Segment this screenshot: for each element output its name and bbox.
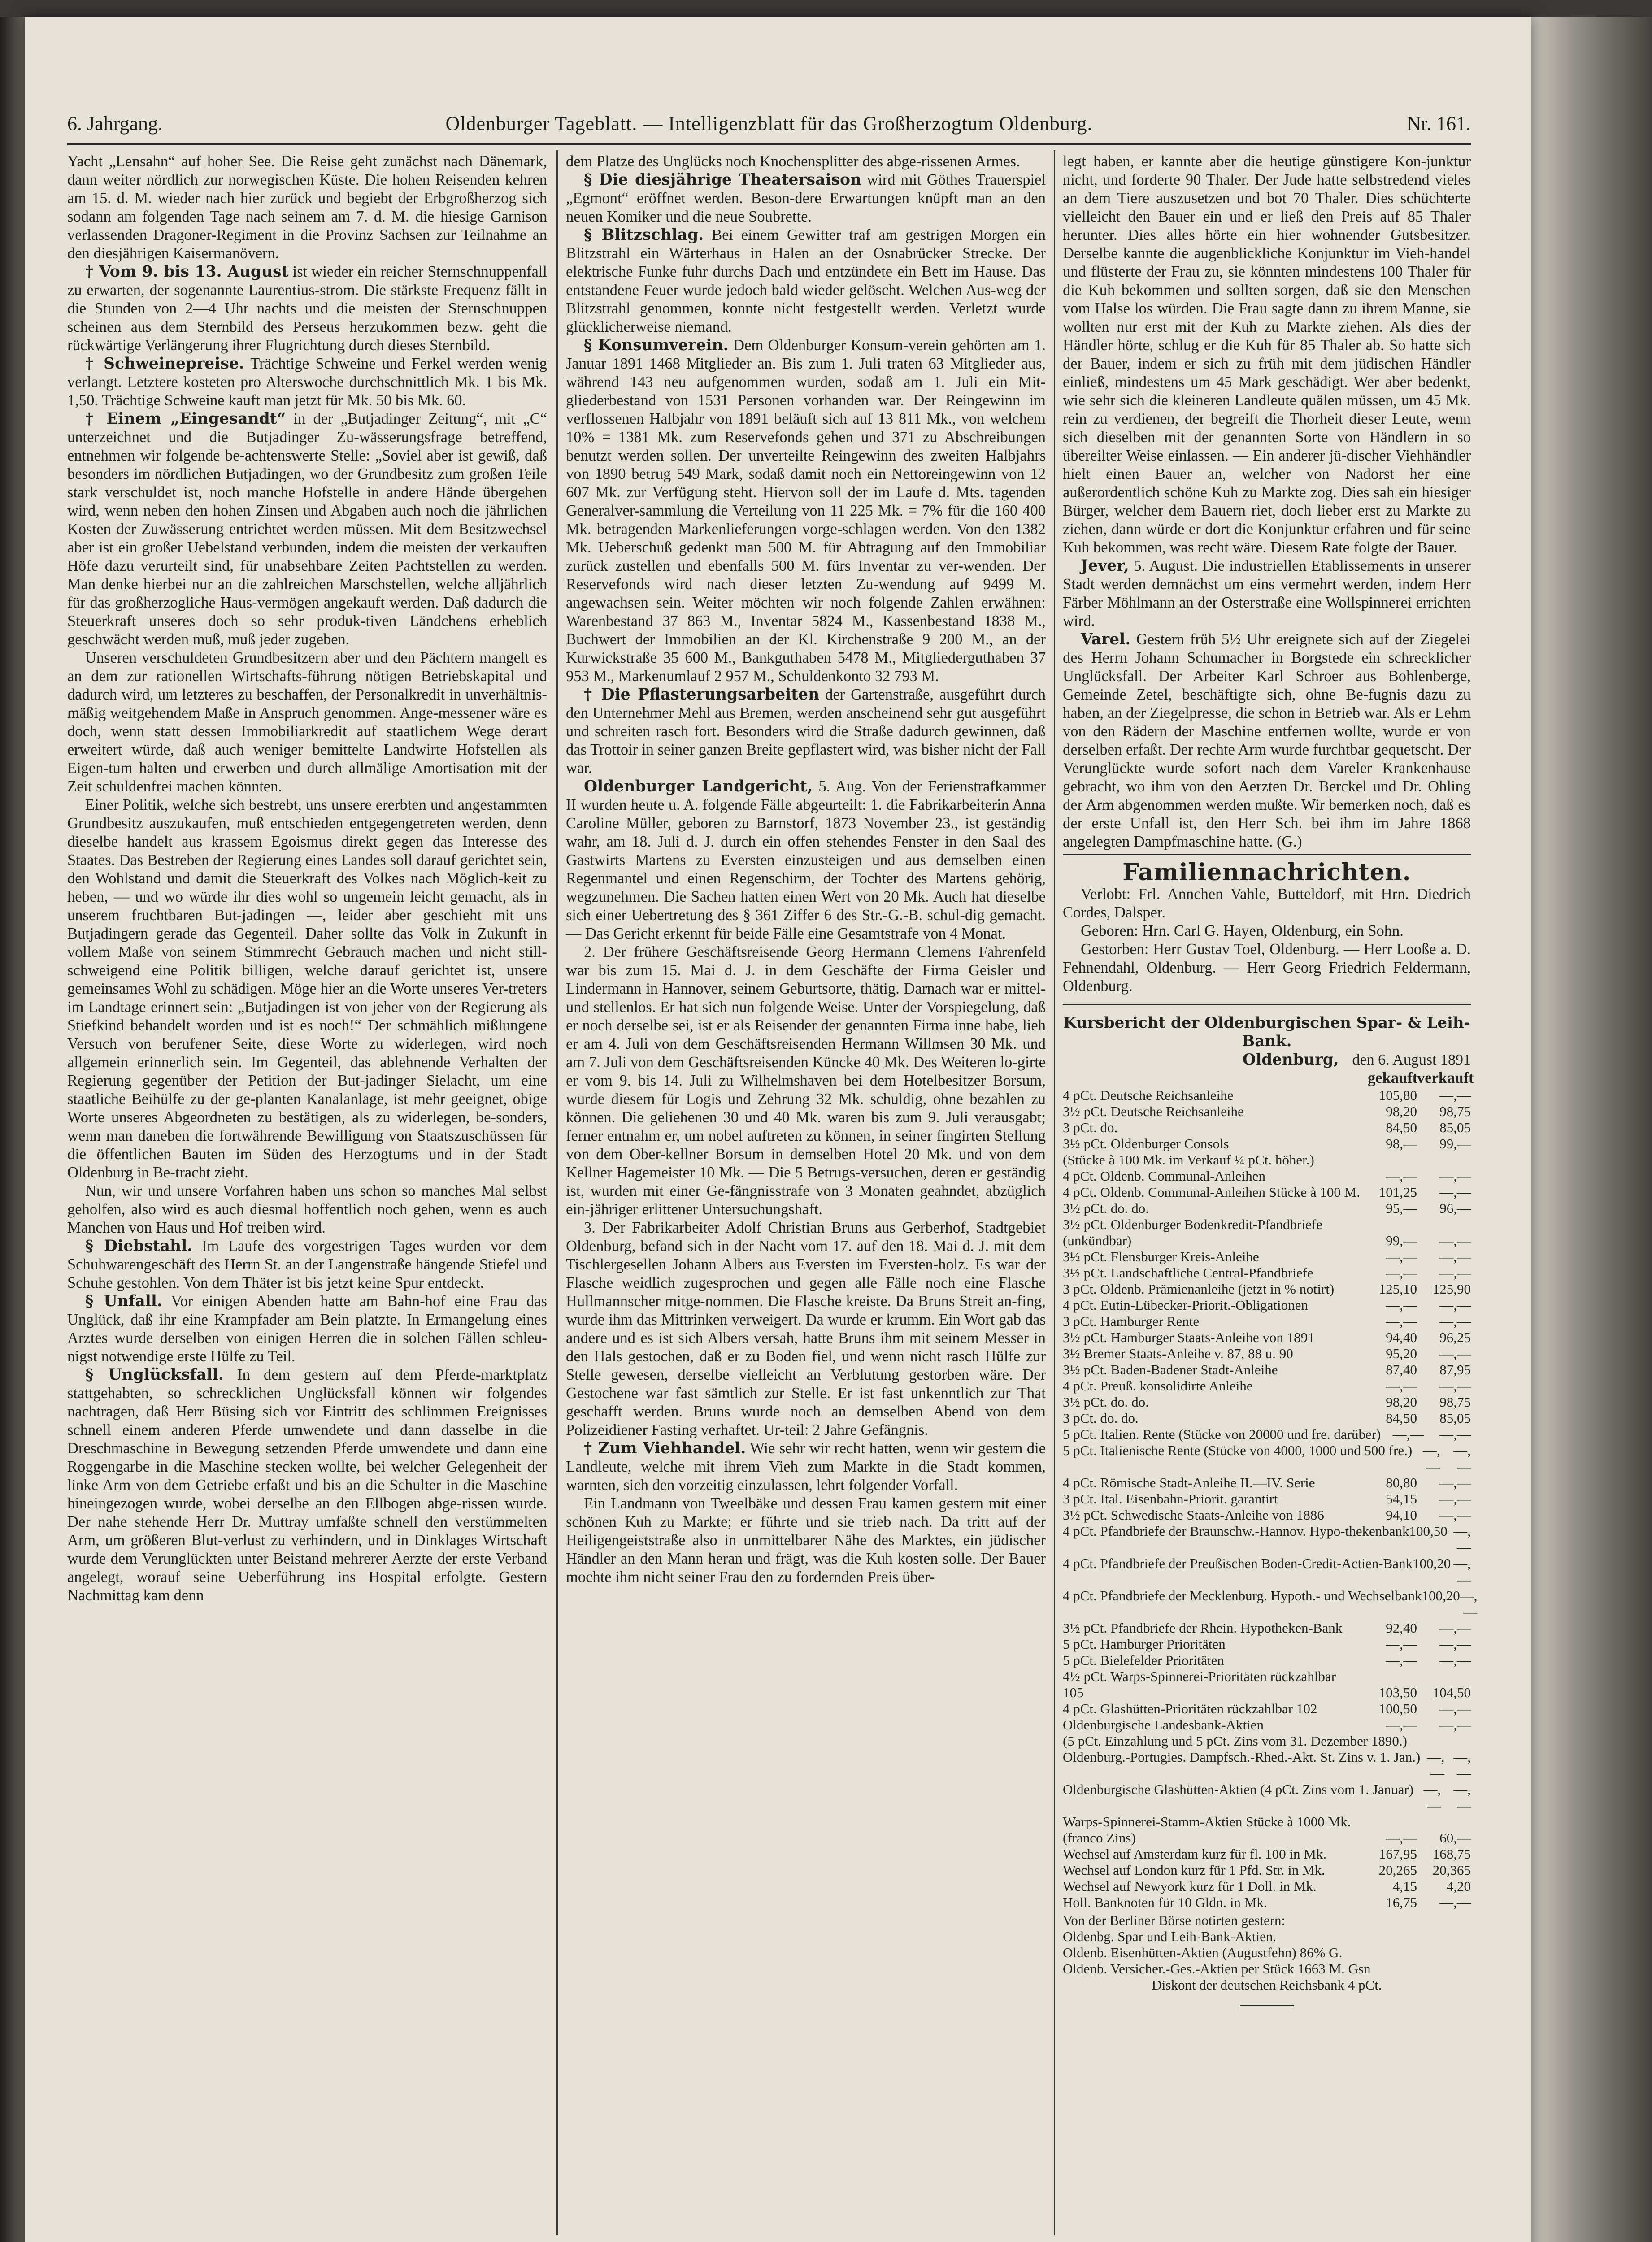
rate-sold: —,—: [1439, 1652, 1471, 1668]
rate-row: [1063, 1894, 1471, 1911]
rate-sold: —,—: [1439, 1313, 1471, 1329]
family-notice: Geboren: Hrn. Carl G. Hayen, Oldenburg, ein Sohn.: [1081, 922, 1404, 939]
rate-name: Wechsel auf Amsterdam kurz für fl. 100 in Mk.: [1063, 1846, 1327, 1862]
rate-sold: —,—: [1453, 1443, 1471, 1474]
rate-sold: [1417, 1217, 1471, 1233]
rate-name: 3½ pCt. Hamburger Staats-Anleihe von 1891: [1063, 1330, 1315, 1345]
rate-bought: 95,20: [1386, 1346, 1417, 1361]
article-paragraph: [566, 778, 1046, 943]
article-text: Einer Politik, welche sich bestrebt, uns unsere ererbten und angestammten Grundbesitz auszukaufen, muß entschieden entgegengetreten werden, denn dieselbe handelt aus krassem Egoismus direkt gegen das Interesse des Staates. Das Bestreben der Regierung eines Landes soll darauf gerichtet sein, den Wohlstand und damit die Steuerkraft des Volkes nach Möglich-keit zu heben, — und wo würde ihr dies wohl so ungemein leicht gemacht, als in unserem fruchtbaren But-jadingen —, leider aber geschieht mit uns Butjadingern gerade das Gegenteil. Daher sollte das Volk in Zukunft in vollem Maße von seinem Stimmrecht Gebrauch machen und nicht still-schweigend eine Politik billigen, welche darauf gerichtet ist, unsere gemeinsames Wohl zu schädigen. Möge hier an die Worte unseres Ver-treters im Landtage erinnert sein: „Butjadingen ist von jeher von der Regierung als Stiefkind behandelt worden und ist es noch!“ Der schmählich mißlungene Versuch von berufener Seite, diese Worte zu widerlegen, wird noch allgemein erinnerlich sein. Im Gegenteil, das ablehnende Verhalten der Regierung gegenüber der Petition der But-jadinger Sielacht, um eine staatliche Beihülfe zu der ge-planten Kanalanlage, ist mehr geeignet, obige Worte unseres Abgeordneten zu bestätigen, als zu widerlegen, be-sonders, wenn man daneben die fortwährende Bewilligung von Staatszuschüssen für die öffentlichen Bauten im Süden des Herzogtums und in der Stadt Oldenburg in Be-tracht zieht.: [67, 796, 547, 1181]
rate-row: [1063, 1120, 1471, 1136]
article-heading: § Blitzschlag.: [584, 226, 704, 244]
rate-row: [1063, 1781, 1471, 1814]
page-header: [67, 112, 1471, 143]
rate-sold: 104,50: [1432, 1685, 1471, 1700]
rate-name: 3 pCt. do.: [1063, 1120, 1118, 1135]
rate-row: [1063, 1701, 1471, 1717]
article-heading: Varel.: [1081, 630, 1131, 648]
rates-header-bought: gekauft: [1368, 1069, 1418, 1086]
rate-row: [1063, 1846, 1471, 1862]
rate-bought: [1368, 1217, 1417, 1233]
rate-sold: —,—: [1439, 1168, 1471, 1184]
rate-row: [1063, 1878, 1471, 1894]
rate-name: 3½ pCt. Oldenburger Bodenkredit-Pfandbriefe: [1063, 1217, 1322, 1232]
rate-sold: 96,25: [1439, 1330, 1471, 1345]
rate-sold: —,—: [1439, 1265, 1471, 1281]
rate-bought: 84,50: [1386, 1410, 1417, 1426]
rate-bought: 16,75: [1386, 1894, 1417, 1910]
article-heading: † Schweinepreise.: [85, 355, 244, 373]
rate-row: [1063, 1233, 1471, 1249]
rate-sold: —,—: [1439, 1233, 1471, 1248]
rate-name: 4 pCt. Pfandbriefe der Mecklenburg. Hypoth.- und Wechselbank: [1063, 1588, 1422, 1603]
article-paragraph: [67, 1366, 547, 1605]
rate-bought: —,—: [1386, 1265, 1417, 1281]
rate-name: Oldenburg.-Portugies. Dampfsch.-Rhed.-Akt. St. Zins v. 1. Jan.): [1063, 1749, 1421, 1765]
rate-name: 5 pCt. Bielefelder Prioritäten: [1063, 1652, 1224, 1668]
exchange-rates-table: [1063, 1087, 1478, 1911]
rate-bought: [1368, 1814, 1417, 1830]
article-heading: § Die diesjährige Theatersaison: [584, 171, 862, 189]
rate-sold: 87,95: [1439, 1362, 1471, 1377]
rate-name: 3½ pCt. Deutsche Reichsanleihe: [1063, 1104, 1244, 1119]
rate-name: Warps-Spinnerei-Stamm-Aktien Stücke à 1000 Mk.: [1063, 1814, 1351, 1829]
rate-row: [1063, 1749, 1471, 1781]
article-text: dem Platze des Unglücks noch Knochensplitter des abge-rissenen Armes.: [566, 153, 1020, 170]
rate-row: [1063, 1265, 1471, 1281]
rate-bought: 98,—: [1386, 1136, 1417, 1151]
rate-bought: 100,50: [1378, 1701, 1417, 1716]
rate-row: [1063, 1636, 1471, 1652]
family-notice: Verlobt: Frl. Annchen Vahle, Butteldorf, mit Hrn. Diedrich Cordes, Dalsper.: [1063, 886, 1471, 921]
rate-name: 3½ pCt. Landschaftliche Central-Pfandbriefe: [1063, 1265, 1313, 1281]
rate-sold: 85,05: [1439, 1120, 1471, 1135]
article-text: Dem Oldenburger Konsum-verein gehörten am 1. Januar 1891 1468 Mitglieder an. Bis zum 1. Juli traten 63 Mitglieder aus, während 143 neu aufgenommen wurden, sodaß am 1. Juli ein Mit-gliederbestand von 1531 Personen vorhanden war. Der Reingewinn im verflossenen Halbjahr von 1891 beläuft sich auf 13 811 Mk., von welchem 10% = 1381 Mk. zum Reservefonds gehen und 371 zu Abschreibungen benutzt werden sollen. Der unverteilte Reingewinn des zweiten Halbjahrs von 1890 betrug 549 Mark, sodaß damit noch ein Nettoreingewinn von 12 607 Mk. zur Verfügung steht. Hiervon soll der im Laufe d. Mts. tagenden Generalver-sammlung die Verteilung von 11 225 Mk. = 7% für die 160 400 Mk. betragenden Markenlieferungen vorge-schlagen werden. Von den 1382 Mk. Ueberschuß gedenkt man 500 M. für Abtragung auf den Immobiliar zurück zustellen und ebenfalls 500 M. fürs Inventar zu ver-wenden. Der Reservefonds wird nach dieser letzten Zu-wendung auf 9499 M. angewachsen sein. Weiter möchten wir noch folgende Zahlen erwähnen: Warenbestand 37 863 M., Inventar 5824 M., Kassenbestand 1838 M., Buchwert der Immobilien an der Kl. Kirchenstraße 9 200 M., an der Kurwickstraße 35 600 M., Bankguthaben 5478 M., Mitgliederguthaben 37 953 M., Markenumlauf 2 957 M., Schuldenkonto 32 793 M.: [566, 337, 1046, 685]
rate-bought: 92,40: [1386, 1620, 1417, 1636]
rate-row: [1063, 1313, 1471, 1330]
rate-sold: [1417, 1668, 1471, 1685]
rate-row: [1063, 1652, 1471, 1668]
rate-sold: —,—: [1439, 1087, 1471, 1103]
article-heading: § Unglücksfall.: [85, 1366, 224, 1384]
rate-sold: [1417, 1814, 1471, 1830]
rate-bought: 94,10: [1386, 1507, 1417, 1523]
rate-name: 3 pCt. Ital. Eisenbahn-Priorit. garantirt: [1063, 1491, 1278, 1507]
rate-row: [1063, 1168, 1471, 1184]
rate-bought: [1368, 1668, 1417, 1685]
rate-row: [1063, 1588, 1478, 1620]
rate-row: [1063, 1814, 1471, 1830]
rate-sold: —,—: [1453, 1749, 1471, 1781]
section-rule: [1063, 854, 1471, 855]
rate-bought: 100,20: [1412, 1555, 1451, 1571]
rate-bought: 80,80: [1386, 1475, 1417, 1490]
rate-sold: —,—: [1439, 1636, 1471, 1652]
page-gutter: [0, 17, 25, 2242]
rate-bought: 95,—: [1386, 1200, 1417, 1216]
rate-sold: 99,—: [1439, 1136, 1471, 1151]
rate-sold: 60,—: [1439, 1830, 1471, 1846]
rate-name: 3½ pCt. Schwedische Staats-Anleihe von 1886: [1063, 1507, 1324, 1523]
article-paragraph: [566, 1219, 1046, 1439]
rate-bought: 167,95: [1378, 1846, 1417, 1862]
article-text: Yacht „Lensahn“ auf hoher See. Die Reise geht zunächst nach Dänemark, dann weiter nördlich zur norwegischen Küste. Die hohen Reisenden kehren am 15. d. M. wieder nach hier zurück und begiebt der Erbgroßherzog sich sodann am folgenden Tage nach seinem am 7. d. M. die hiesige Garnison verlassenden Dragoner-Regiment in die Provinz Sachsen zur Teilnahme an den diesjährigen Kaisermanövern.: [67, 153, 547, 262]
rate-sold: 85,05: [1439, 1410, 1471, 1426]
end-rule: [1240, 2005, 1294, 2006]
article-text: Unseren verschuldeten Grundbesitzern aber und den Pächtern mangelt es an dem zur rationellen Wirtschafts-führung nötigen Betriebskapital und dadurch wird, um letzteres zu beschaffen, der Personalkredit in unverhältnis-mäßig weitgehendem Maße in Anspruch genommen. Ange-messener wäre es doch, wenn statt dessen Immobiliarkredit auf staatlichem Wege derart erweitert würde, daß auch weniger bemittelte Landwirte Hofstellen als Eigen-tum halten und erwerben und durch allmälige Amortisation mit der Zeit schuldenfrei machen könnten.: [67, 649, 547, 795]
volume-label: 6. Jahrgang.: [67, 113, 163, 135]
article-text: In dem gestern auf dem Pferde-marktplatz stattgehabten, so schrecklichen Unglücksfall können wir folgendes nachtragen, daß Herr Büsing sich vor Eintritt des schlimmen Ereignisses schnell einem anderen Pferde umwendete und dann dasselbe in die Dreschmaschine in Bewegung setzenden Pferde umwendete und dann eine Roggengarbe in die Maschine stecken wollte, bei welcher Gelegenheit der linke Arm von dem Getriebe erfaßt und bis an die Schulter in die Maschine hineingezogen wurde, wobei derselbe an den Ellbogen abge-rissen wurde. Der nahe stehende Herr Dr. Muttray umfaßte schnell den verstümmelten Arm, um größeren Blut-verlust zu verhindern, und in Dinklages Wirtschaft wurde dem Verunglückten unter Beistand mehrerer Aerzte der erste Verband angelegt, worauf seine Ueberführung ins Hospital erfolgte. Gestern Nachmittag kam denn: [67, 1366, 548, 1604]
rate-bought: —,—: [1386, 1830, 1417, 1846]
article-heading: § Konsumverein.: [584, 336, 729, 354]
rate-bought: 100,20: [1422, 1588, 1460, 1603]
rate-row: [1063, 1507, 1471, 1523]
rate-name: Oldenburgische Glashütten-Aktien (4 pCt. Zins vom 1. Januar): [1063, 1781, 1414, 1797]
exchange-report-dateline: [1063, 1051, 1471, 1069]
masthead-title: Oldenburger Tageblatt. — Intelligenzblatt für das Großherzogtum Oldenburg.: [445, 113, 1093, 135]
rate-name: 4 pCt. Oldenb. Communal-Anleihen Stücke à 100 M.: [1063, 1184, 1360, 1200]
rate-row: [1063, 1184, 1471, 1200]
column-3: [1063, 152, 1478, 2006]
article-text: 5. August. Die industriellen Etablissements in unserer Stadt werden demnächst um eins vermehrt werden, indem Herr Färber Möhlmann an der Osterstraße eine Wollspinnerei errichten wird.: [1063, 557, 1471, 630]
rate-sold: 125,90: [1432, 1281, 1471, 1297]
column-2: [566, 152, 1046, 1586]
rate-sold: —,—: [1439, 1507, 1471, 1523]
rate-row: [1063, 1394, 1471, 1410]
rate-sold: [1417, 1152, 1471, 1168]
rate-bought: —,—: [1386, 1297, 1417, 1313]
article-paragraph: [67, 355, 547, 410]
rate-row: [1063, 1733, 1471, 1749]
article-paragraph: [566, 336, 1046, 686]
rate-name: 4 pCt. Glashütten-Prioritäten rückzahlbar 102: [1063, 1701, 1317, 1716]
rate-row: [1063, 1685, 1471, 1701]
rate-row: [1063, 1830, 1471, 1846]
family-news-title: Familiennachrichten.: [1122, 859, 1411, 886]
rate-sold: 168,75: [1432, 1846, 1471, 1862]
article-text: Im Laufe des vorgestrigen Tages wurden vor dem Schuhwarengeschäft des Herrn St. an der Langenstraße hängende Stiefel und Schuhe gestohlen. Von dem Thäter ist bis jetzt keine Spur entdeckt.: [67, 1238, 548, 1291]
rate-sold: —,—: [1453, 1555, 1471, 1587]
article-paragraph: [1063, 557, 1471, 630]
rate-bought: 125,10: [1378, 1281, 1417, 1297]
rate-row: [1063, 1862, 1471, 1878]
article-heading: † Vom 9. bis 13. August: [85, 263, 289, 281]
rate-bought: [1368, 1152, 1417, 1168]
rate-sold: 98,75: [1439, 1394, 1471, 1410]
rate-name: 4 pCt. Eutin-Lübecker-Priorit.-Obligationen: [1063, 1297, 1308, 1313]
article-paragraph: [67, 1182, 547, 1237]
book-edge: [1531, 17, 1652, 2242]
rate-name: 3 pCt. Oldenb. Prämienanleihe (jetzt in % notirt): [1063, 1281, 1335, 1297]
rate-sold: —,—: [1439, 1894, 1471, 1910]
rate-name: Oldenburgische Landesbank-Aktien: [1063, 1717, 1264, 1733]
exchange-footer-line: Diskont der deutschen Reichsbank 4 pCt.: [1152, 1977, 1382, 1993]
rate-row: [1063, 1200, 1471, 1217]
article-paragraph: [67, 410, 547, 649]
column-divider-1: [556, 150, 558, 2235]
rate-row: [1063, 1152, 1471, 1168]
rate-sold: —,—: [1439, 1249, 1471, 1264]
rate-name: 4 pCt. Deutsche Reichsanleihe: [1063, 1087, 1234, 1103]
article-heading: § Diebstahl.: [85, 1237, 193, 1255]
rate-row: [1063, 1362, 1471, 1378]
rate-row: [1063, 1217, 1471, 1233]
article-paragraph: [566, 152, 1046, 171]
exchange-footer-line: Von der Berliner Börse notirten gestern:: [1063, 1912, 1286, 1928]
rate-row: [1063, 1346, 1471, 1362]
rate-row: [1063, 1717, 1471, 1733]
rate-bought: —,—: [1386, 1717, 1417, 1733]
exchange-footer-line: Oldenb. Eisenhütten-Aktien (Augustfehn) 86% G.: [1063, 1945, 1343, 1960]
rate-sold: [1438, 1733, 1471, 1749]
rate-bought: 100,50: [1409, 1523, 1448, 1539]
rate-sold: —,—: [1439, 1717, 1471, 1733]
rate-name: 3½ pCt. Oldenburger Consols: [1063, 1136, 1229, 1151]
rate-bought: —,—: [1386, 1168, 1417, 1184]
rate-row: [1063, 1523, 1471, 1555]
article-paragraph: [566, 1495, 1046, 1586]
article-text: legt haben, er kannte aber die heutige günstigere Kon-junktur nicht, und forderte 90 Thaler. Der Jude hatte selbstredend vieles an dem Tiere auszusetzen und bot 70 Thaler. Dies schüchterte vielleicht den Bauer ein und er ließ den Preis auf 85 Thaler herunter. Dies alles hörte ein hier wohnender Gutsbesitzer. Derselbe kannte die augenblickliche Konjunktur im Vieh-handel und flüsterte der Frau zu, sie könnten mindestens 100 Thaler für die Kuh bekommen und sollten sorgen, daß sie den Menschen vom Halse los würden. Die Frau sagte dann zu ihrem Manne, sie wollten nur erst mit der Kuh zu Markte ziehen. Als dies der Händler hörte, schlug er die Kuh für 85 Thaler ab. So hatte sich der Bauer, indem er sich zu früh mit dem jüdischen Händler einließ, mindestens um 45 Mark geschädigt. Wer aber bedenkt, wie sehr sich die kleineren Landleute quälen müssen, um 45 Mk. rein zu verdienen, der begreift die Thorheit dieser Leute, wenn sich dieselben mit der genannten Sorte von Händlern in so übereilter Weise einlassen. — Ein anderer jü-discher Viehhändler hielt einen Bauer an, welcher von Nadorst her eine außerordentlich schöne Kuh zu Markte zog. Dies sah ein hiesiger Bürger, welcher dem Bauern riet, doch lieber erst zu Markte zu ziehen, dann würde er dort die Konjunktur erfahren und für seine Kuh bekommen, was recht wäre. Diesem Rate folgte der Bauer.: [1063, 153, 1471, 556]
exchange-report-place: Oldenburg,: [1242, 1051, 1339, 1069]
rate-sold: —,—: [1439, 1297, 1471, 1313]
rate-bought: 99,—: [1386, 1233, 1417, 1248]
rate-name: (unkündbar): [1063, 1233, 1132, 1248]
rate-bought: —,—: [1427, 1749, 1445, 1781]
rate-bought: 84,50: [1386, 1120, 1417, 1135]
article-paragraph: [1063, 152, 1471, 557]
rate-name: 5 pCt. Hamburger Prioritäten: [1063, 1636, 1226, 1652]
rate-bought: —,—: [1392, 1426, 1424, 1442]
rate-row: [1063, 1297, 1471, 1313]
rate-sold: —,—: [1439, 1620, 1471, 1636]
rate-bought: 54,15: [1386, 1491, 1417, 1507]
article-text: 2. Der frühere Geschäftsreisende Georg Hermann Clemens Fahrenfeld war bis zum 15. Mai d. J. in dem Geschäfte der Firma Geisler und Lindermann in Hannover, seinem Geburtsorte, thätig. Darnach war er mittel- und stellenlos. Er hat sich nun folgende Weise. Unter der Vorspiegelung, daß er noch derselbe sei, ist er als Reisender der genannten Firma inne habe, lieh er am 4. Juli von dem Geschäftsreisenden Hermann Willmsen 30 Mk. und am 7. Juli von dem Geschäftsreisenden Küncke 40 Mk. Des Weiteren lo-girte er vom 9. bis 14. Juli zu Wilhelmshaven bei dem Hotelbesitzer Borsum, wurde diesem für Logis und Zehrung 32 Mk. schuldig, ohne bezahlen zu können. Die geliehenen 30 und 40 Mk. waren bis zum 9. Juli verausgabt; ferner entnahm er, um nobel auftreten zu können, in seiner fingirten Stellung von dem Ober-kellner Borsum in demselben Hotel 20 Mk. und von dem Kellner Hagemeister 10 Mk. — Die 5 Betrugs-versuchen, deren er geständig ist, wurden mit einer Ge-fängnisstrafe von 3 Monaten geahndet, abzüglich ein-jähriger erlittener Untersuchungshaft.: [566, 943, 1046, 1218]
section-rule: [1063, 1004, 1471, 1005]
article-paragraph: [1063, 630, 1471, 851]
rate-sold: —,—: [1439, 1184, 1471, 1200]
rate-name: 4 pCt. Römische Stadt-Anleihe II.—IV. Serie: [1063, 1475, 1315, 1490]
article-heading: Oldenburger Landgericht,: [584, 778, 813, 795]
rate-name: 3 pCt. do. do.: [1063, 1410, 1139, 1426]
article-paragraph: [67, 649, 547, 796]
rate-bought: 98,20: [1386, 1104, 1417, 1119]
rate-sold: —,—: [1453, 1781, 1471, 1813]
rate-row: [1063, 1426, 1471, 1443]
rate-row: [1063, 1104, 1471, 1120]
rate-bought: 20,265: [1378, 1862, 1417, 1878]
rate-name: (Stücke à 100 Mk. im Verkauf ¼ pCt. höher.): [1063, 1152, 1314, 1168]
rate-sold: —,—: [1439, 1426, 1471, 1442]
column-divider-2: [1054, 150, 1055, 2235]
column-3-articles: [1063, 152, 1471, 851]
article-text: 3. Der Fabrikarbeiter Adolf Christian Bruns aus Gerberhof, Stadtgebiet Oldenburg, befand sich in der Nacht vom 17. auf den 18. Mai d. J. mit dem Tischlergesellen Johann Albers aus Eversten im Eversten-holz. Es war der Flasche weidlich zugesprochen und gegen alle Fälle noch eine Flasche Hullmannscher mitge-nommen. Die Flasche kreiste. Da Bruns Streit an-fing, wurde ihm das Mittrinken verweigert. Da wurde er krumm. Ein Wort gab das andere und es ist sich Albers versah, hatte Bruns ihm mit seinem Messer in den Hals gestochen, daß er zu Boden fiel, und wenn nicht rasch Hülfe zur Stelle gewesen, derselbe vielleicht an Verblutung gestorben wäre. Der Gestochene war fast sämtlich zur Stelle. Er ist fast unkenntlich zur That geschafft werden. Bruns wurde noch an demselben Abend von dem Polizeidiener Fasting verhaftet. Ur-teil: 2 Jahre Gefängnis.: [566, 1219, 1046, 1438]
exchange-footer-line: Oldenb. Versicher.-Ges.-Aktien per Stück 1663 M. Gsn: [1063, 1961, 1371, 1977]
article-text: ist wieder ein reicher Sternschnuppenfall zu erwarten, der sogenannte Laurentius-strom. Die stärkste Frequenz fällt in die Stunden von 2—4 Uhr nachts und die meisten der Sternschnuppen scheinen aus dem Sternbild des Perseus herzukommen bezw. geht die rückwärtige Verlängerung ihrer Flugrichtung durch dieses Sternbild.: [67, 263, 547, 354]
rate-name: 4 pCt. Oldenb. Communal-Anleihen: [1063, 1168, 1266, 1184]
article-text: Vor einigen Abenden hatte am Bahn-hof eine Frau das Unglück, daß ihr eine Krampfader am Bein platzte. In Ermangelung eines Arztes wurde derselben von einigen Herren die in solchen Fällen schleu-nigst notwendige erste Hülfe zu Teil.: [67, 1293, 547, 1365]
rate-sold: —,—: [1439, 1475, 1471, 1490]
article-text: Ein Landmann von Tweelbäke und dessen Frau kamen gestern mit einer schönen Kuh zu Markte; er führte und sie trieb nach. Da tritt auf der Heiligengeiststraße also in unmittelbarer Nähe des Marktes, ein jüdischer Händler an den Mann heran und frägt, was die Kuh kosten solle. Der Bauer mochte ihm nicht seiner Frau den zu fordernden Preis über-: [566, 1495, 1046, 1586]
rate-name: 4 pCt. Pfandbriefe der Braunschw.-Hannov. Hypo-thekenbank: [1063, 1523, 1409, 1539]
rate-sold: —,—: [1439, 1491, 1471, 1507]
article-paragraph: [67, 1292, 547, 1366]
rate-bought: 103,50: [1378, 1685, 1417, 1700]
rate-sold: —,—: [1439, 1346, 1471, 1361]
article-paragraph: [67, 263, 547, 355]
article-text: Trächtige Schweine und Ferkel werden wenig verlangt. Letztere kosteten pro Alterswoche durchschnittlich Mk. 1 bis Mk. 1,50. Trächtige Schweine kauft man jetzt für Mk. 50 bis Mk. 60.: [67, 355, 547, 409]
article-text: 5. Aug. Von der Ferienstrafkammer II wurden heute u. A. folgende Fälle abgeurteilt: 1. die Fabrikarbeiterin Anna Caroline Müller, geboren zu Barnstorf, 1873 November 23., ist geständig wahr, am 18. Juli d. J. durch ein offen stehendes Fenster in den Saal des Gastwirts Martens zu Eversten einzusteigen und aus demselben einen Regenmantel und einen Regenschirm, der Tochter des Martens gehörig, wegzunehmen. Die Sachen hatten einen Wert von 20 Mk. Auch hat dieselbe sich einer Uebertretung des § 361 Ziffer 6 des Str.-G.-B. schul-dig gemacht. — Das Gericht erkennt für beide Fälle eine Gesamtstrafe von 4 Monat.: [566, 778, 1046, 942]
rate-name: (5 pCt. Einzahlung und 5 pCt. Zins vom 31. Dezember 1890.): [1063, 1733, 1407, 1749]
rate-name: 105: [1063, 1685, 1084, 1700]
article-text: in der „Butjadinger Zeitung“, mit „C“ unterzeichnet und die Butjadinger Zu-wässerungsfrage betreffend, entnehmen wir folgende be-achtenswerte Stelle: „Soviel aber ist gewiß, daß besonders im nördlichen Butjadingen, wo der Grundbesitz zum großen Teile stark verschuldet ist, noch manche Hofstelle in andere Hände übergehen wird, wenn neben den hohen Zinsen und Abgaben auch noch die jährlichen Kosten der Zuwässerung entrichtet werden müssen. Mit dem Besitzwechsel aber ist ein großer Uebelstand verbunden, indem die meisten der verkauften Höfe dazu verurteilt sind, für unabsehbare Zeiten Pachtstellen zu werden. Man denke hierbei nur an die zahlreichen Marschstellen, welche alljährlich für das großherzogliche Haus-vermögen angekauft werden. Daß dadurch die Steuerkraft unseres doch so sehr produk-tiven Ländchens erheblich geschwächt werden muß, muß jeder zugeben.: [67, 410, 548, 648]
rate-name: 4 pCt. Preuß. konsolidirte Anleihe: [1063, 1378, 1253, 1394]
rate-row: [1063, 1249, 1471, 1265]
rate-row: [1063, 1620, 1471, 1636]
column-1: [67, 152, 547, 1605]
rate-bought: 105,80: [1378, 1087, 1417, 1103]
family-news-list: [1063, 885, 1471, 995]
rate-sold: —,—: [1439, 1701, 1471, 1716]
rate-name: (franco Zins): [1063, 1830, 1136, 1846]
article-text: wird mit Göthes Trauerspiel „Egmont“ eröffnet werden. Beson-dere Erwartungen knüpft man an den neuen Komiker und die neue Soubrette.: [566, 171, 1046, 225]
rates-header-sold: verkauft: [1417, 1069, 1474, 1086]
rate-bought: 98,20: [1386, 1394, 1417, 1410]
rate-bought: 101,25: [1378, 1184, 1417, 1200]
rate-name: 3½ pCt. Flensburger Kreis-Anleihe: [1063, 1249, 1259, 1264]
rate-row: [1063, 1136, 1471, 1152]
rate-name: 3½ pCt. Pfandbriefe der Rhein. Hypotheken-Bank: [1063, 1620, 1343, 1636]
rate-name: 5 pCt. Italienische Rente (Stücke von 4000, 1000 und 500 fre.): [1063, 1443, 1413, 1458]
rate-bought: [1407, 1733, 1438, 1749]
rate-name: 3½ pCt. do. do.: [1063, 1200, 1149, 1216]
article-paragraph: [566, 171, 1046, 226]
rate-bought: —,—: [1423, 1781, 1441, 1813]
rate-sold: —,—: [1453, 1523, 1471, 1555]
family-notice: Gestorben: Herr Gustav Toel, Oldenburg. — Herr Looße a. D. Fehnendahl, Oldenburg. — Herr Georg Friedrich Feldermann, Oldenburg.: [1063, 941, 1471, 995]
article-heading: † Zum Viehhandel.: [584, 1439, 746, 1457]
article-text: Nun, wir und unsere Vorfahren haben uns schon so manches Mal selbst geholfen, also wird es auch diesmal hoffentlich noch gehen, wenn es auch Manchen von Haus und Hof treiben wird.: [67, 1182, 547, 1236]
article-paragraph: [566, 686, 1046, 778]
rate-bought: 94,40: [1386, 1330, 1417, 1345]
article-text: Bei einem Gewitter traf am gestrigen Morgen ein Blitzstrahl ein Wärterhaus in Halen an der Osnabrücker Strecke. Der elektrische Funke fuhr durchs Dach und entzündete ein Bett im Hause. Das entstandene Feuer wurde jedoch bald wieder gelöscht. Welchen Aus-weg der Blitzstrahl genommen, konnte nicht festgestellt werden. Verletzt wurde glücklicherweise niemand.: [566, 226, 1046, 335]
rate-name: Holl. Banknoten für 10 Gldn. in Mk.: [1063, 1894, 1267, 1910]
rate-bought: 87,40: [1386, 1362, 1417, 1377]
article-heading: § Unfall.: [85, 1292, 162, 1310]
exchange-report-footer: [1063, 1912, 1471, 1993]
article-paragraph: [566, 943, 1046, 1219]
rate-bought: —,—: [1386, 1313, 1417, 1329]
article-text: Gestern früh 5½ Uhr ereignete sich auf der Ziegelei des Herrn Johann Schumacher in Borgstede ein schrecklicher Unglücksfall. Der Arbeiter Karl Schroer aus Bohlenberge, Gemeinde Zetel, beschäftigte sich, ohne Be-fugnis dazu zu haben, an der Ziegelpresse, die schon in Betrieb war. Als er Lehm von den Rädern der Maschine entfernen wollte, wurde er von derselben erfaßt. Der rechte Arm wurde furchtbar gequetscht. Der Verunglückte wurde sofort nach dem Vareler Krankenhause gebracht, wo ihm von den Aerzten Dr. Berckel und Dr. Ohling der Arm abgenommen werden mußte. Wir bemerken noch, daß es der erste Unfall ist, den Herr Sch. bei ihm im Jahre 1868 angelegten Dampfmaschine hatte. (G.): [1063, 631, 1471, 850]
rate-name: 4 pCt. Pfandbriefe der Preußischen Boden-Credit-Actien-Bank: [1063, 1555, 1413, 1571]
rate-sold: 96,—: [1439, 1200, 1471, 1216]
rate-row: [1063, 1475, 1471, 1491]
article-text: der Gartenstraße, ausgeführt durch den Unternehmer Mehl aus Bremen, werden anscheinend sehr gut ausgeführt und schreiten rasch fort. Besonders wird die Straße dadurch gewinnen, daß das Trottoir in seiner ganzen Breite gepflastert wird, was bisher nicht der Fall war.: [566, 686, 1046, 777]
article-paragraph: [67, 1237, 547, 1292]
rate-bought: —,—: [1386, 1652, 1417, 1668]
rate-bought: —,—: [1386, 1636, 1417, 1652]
article-text: Wie sehr wir recht hatten, wenn wir gestern die Landleute, welche mit ihrem Vieh zum Markte in die Stadt kommen, warnten, sich den vorzeitig einzulassen, lehrt folgender Vorfall.: [566, 1440, 1046, 1494]
exchange-report-date: den 6. August 1891: [1352, 1051, 1471, 1068]
issue-number: Nr. 161.: [1407, 113, 1471, 135]
rate-name: 3½ pCt. Baden-Badener Stadt-Anleihe: [1063, 1362, 1278, 1377]
rate-bought: —,—: [1422, 1443, 1440, 1474]
header-rule: [67, 143, 1471, 145]
rates-header: [1063, 1069, 1474, 1087]
article-paragraph: [67, 152, 547, 263]
rate-name: Wechsel auf Newyork kurz für 1 Doll. in Mk.: [1063, 1878, 1317, 1894]
rate-name: 3½ pCt. do. do.: [1063, 1394, 1149, 1410]
rate-bought: —,—: [1386, 1378, 1417, 1394]
article-heading: † Die Pflasterungsarbeiten: [584, 686, 820, 704]
exchange-report-title: Kursbericht der Oldenburgischen Spar- & Leih-Bank.: [1063, 1014, 1470, 1050]
rate-sold: 4,20: [1446, 1878, 1471, 1894]
rate-bought: —,—: [1386, 1249, 1417, 1264]
rate-name: 5 pCt. Italien. Rente (Stücke von 20000 und fre. darüber): [1063, 1426, 1381, 1442]
article-heading: † Einem „Eingesandt“: [85, 410, 286, 428]
exchange-footer-line: Oldenbg. Spar und Leih-Bank-Aktien.: [1063, 1929, 1277, 1944]
rate-sold: 98,75: [1439, 1104, 1471, 1119]
rate-name: 3 pCt. Hamburger Rente: [1063, 1313, 1200, 1329]
rate-row: [1063, 1668, 1471, 1685]
rate-sold: 20,365: [1432, 1862, 1471, 1878]
rate-name: 3½ Bremer Staats-Anleihe v. 87, 88 u. 90: [1063, 1346, 1293, 1361]
article-paragraph: [566, 226, 1046, 336]
rate-row: [1063, 1555, 1471, 1588]
rate-bought: 4,15: [1392, 1878, 1417, 1894]
rate-row: [1063, 1410, 1471, 1426]
rate-sold: —,—: [1439, 1378, 1471, 1394]
rate-row: [1063, 1443, 1471, 1475]
article-paragraph: [566, 1439, 1046, 1495]
article-heading: Jever,: [1081, 557, 1129, 575]
rate-row: [1063, 1378, 1471, 1394]
rate-row: [1063, 1087, 1471, 1104]
rate-name: 4½ pCt. Warps-Spinnerei-Prioritäten rückzahlbar: [1063, 1668, 1336, 1684]
rate-row: [1063, 1491, 1471, 1507]
rate-sold: —,—: [1460, 1588, 1478, 1620]
rate-row: [1063, 1330, 1471, 1346]
article-paragraph: [67, 796, 547, 1182]
rate-row: [1063, 1281, 1471, 1297]
rate-name: Wechsel auf London kurz für 1 Pfd. Str. in Mk.: [1063, 1862, 1325, 1878]
